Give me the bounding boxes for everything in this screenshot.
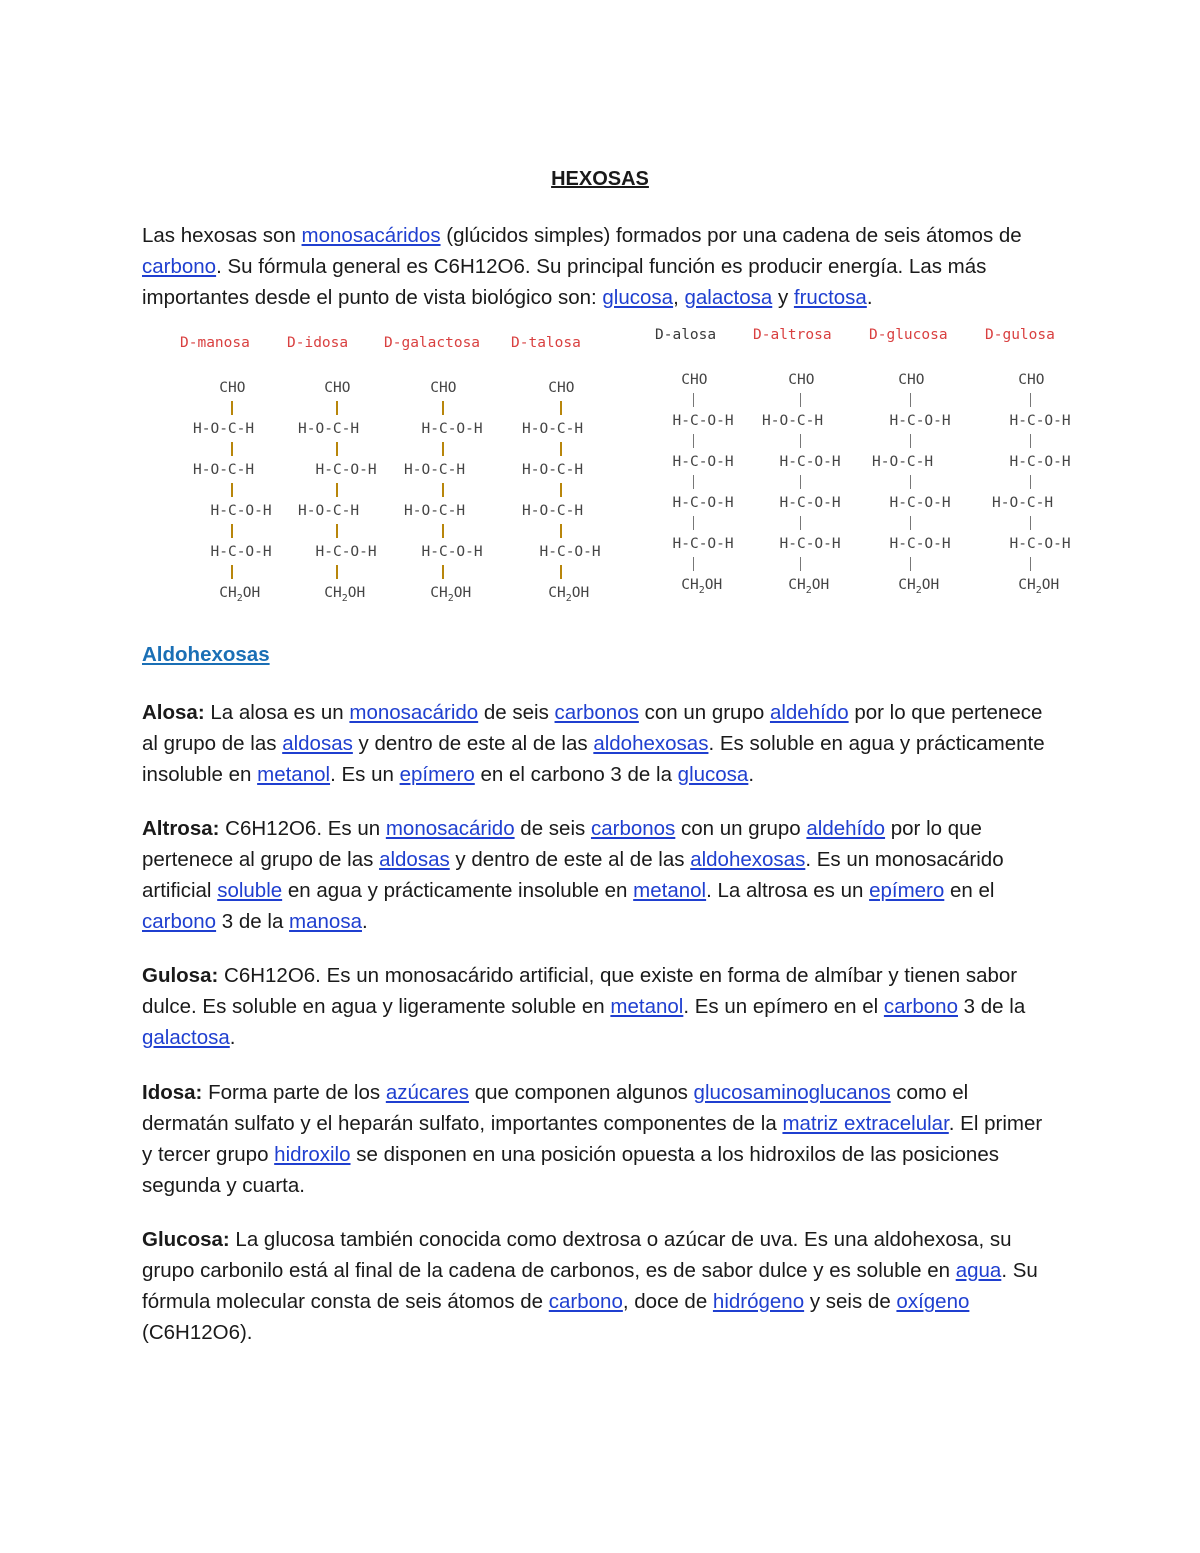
carbon-row: H-O-C-H xyxy=(404,503,466,519)
link-carbonos[interactable]: carbonos xyxy=(554,701,639,724)
link-epimero[interactable]: epímero xyxy=(869,879,945,902)
bond-line xyxy=(910,516,911,530)
link-metanol[interactable]: metanol xyxy=(633,879,707,902)
hydroxymethyl-group: $CH_2OH$ xyxy=(681,577,723,596)
subscript: 2 xyxy=(698,584,705,596)
text: . Es un xyxy=(330,763,400,786)
carbon-row: H-C-O-H xyxy=(539,544,601,560)
text: . Es un epímero en el xyxy=(683,995,884,1018)
bond-line xyxy=(560,524,562,538)
carbon-row: H-C-O-H xyxy=(889,536,951,552)
text: 3 de la xyxy=(216,910,290,933)
gulosa-paragraph xyxy=(142,960,1057,1053)
hydroxymethyl-group: $CH_2OH$ xyxy=(898,577,940,596)
sugar-name-d-manosa: D-manosa xyxy=(180,335,250,351)
text: en el carbono 3 de la xyxy=(474,763,678,786)
link-matriz-extracelular[interactable]: matriz extracelular xyxy=(782,1112,949,1135)
bond-line xyxy=(1030,393,1031,407)
fischer-figure-left xyxy=(170,335,610,615)
link-glucosaminoglucanos[interactable]: glucosaminoglucanos xyxy=(693,1081,891,1104)
term-label: Idosa: xyxy=(142,1081,203,1104)
text: . Su fórmula general es C6H12O6. Su principal función es producir energía. Las más importantes desde el punto de vista biológico son: xyxy=(142,255,987,309)
sugar-name-d-alosa: D-alosa xyxy=(655,327,717,343)
carbon-row: H-C-O-H xyxy=(421,544,483,560)
bond-line xyxy=(442,565,444,579)
subscript: 2 xyxy=(1035,584,1042,596)
text: C6H12O6. Es un xyxy=(219,817,386,840)
bond-line xyxy=(231,401,233,415)
text: La alosa es un xyxy=(204,701,350,724)
link-monosacarido[interactable]: monosacárido xyxy=(349,701,479,724)
link-carbono[interactable]: carbono xyxy=(142,255,217,278)
carbon-row: H-C-O-H xyxy=(1009,413,1071,429)
link-metanol[interactable]: metanol xyxy=(610,995,684,1018)
link-agua[interactable]: agua xyxy=(955,1259,1002,1282)
bond-line xyxy=(442,483,444,497)
link-manosa[interactable]: manosa xyxy=(289,910,362,933)
link-azucares[interactable]: azúcares xyxy=(385,1081,470,1104)
text: y dentro de este al de las xyxy=(352,732,594,755)
text: . La altrosa es un xyxy=(706,879,870,902)
bond-line xyxy=(800,434,801,448)
link-aldehido[interactable]: aldehído xyxy=(806,817,886,840)
text: en agua y prácticamente insoluble en xyxy=(282,879,634,902)
text: Forma parte de los xyxy=(202,1081,386,1104)
carbon-row: H-C-O-H xyxy=(210,544,272,560)
text: , xyxy=(673,286,685,309)
link-fructosa[interactable]: fructosa xyxy=(793,286,867,309)
bond-line xyxy=(1030,475,1031,489)
carbon-row: H-C-O-H xyxy=(889,413,951,429)
sugar-name-d-gulosa: D-gulosa xyxy=(985,327,1055,343)
link-oxigeno[interactable]: oxígeno xyxy=(896,1290,970,1313)
text: se disponen en una posición opuesta a los hidroxilos de las posiciones segunda y cuarta. xyxy=(142,1143,999,1197)
bond-line xyxy=(560,565,562,579)
carbon-row: H-C-O-H xyxy=(672,454,734,470)
bond-line xyxy=(336,442,338,456)
text: . El primer y tercer grupo xyxy=(142,1112,1043,1166)
bond-line xyxy=(560,401,562,415)
carbon-row: H-C-O-H xyxy=(779,495,841,511)
idosa-paragraph xyxy=(142,1077,1057,1201)
aldehyde-group: CHO xyxy=(1018,372,1045,388)
bond-line xyxy=(910,393,911,407)
bond-line xyxy=(336,401,338,415)
term-label: Alosa: xyxy=(142,701,205,724)
text: . xyxy=(866,286,873,309)
carbon-row: H-C-O-H xyxy=(889,495,951,511)
link-aldohexosas[interactable]: aldohexosas xyxy=(690,848,806,871)
subscript: 2 xyxy=(915,584,922,596)
text: La glucosa también conocida como dextrosa o azúcar de uva. Es una aldohexosa, su grupo carbonilo está al final de la cadena de carbonos, es de sabor dulce y es soluble en xyxy=(142,1228,1012,1282)
text: y seis de xyxy=(804,1290,897,1313)
link-galactosa[interactable]: galactosa xyxy=(142,1026,230,1049)
sugar-name-d-glucosa: D-glucosa xyxy=(869,327,948,343)
altrosa-paragraph xyxy=(142,813,1057,937)
link-aldosas[interactable]: aldosas xyxy=(379,848,450,871)
bond-line xyxy=(336,565,338,579)
aldehyde-group: CHO xyxy=(430,380,457,396)
text: . xyxy=(229,1026,236,1049)
bond-line xyxy=(693,434,694,448)
carbon-row: H-C-O-H xyxy=(672,495,734,511)
text: por lo que pertenece al grupo de las xyxy=(142,817,982,871)
carbon-row: H-O-C-H xyxy=(992,495,1054,511)
carbon-row: H-C-O-H xyxy=(1009,536,1071,552)
text: 3 de la xyxy=(957,995,1026,1018)
link-monosacaridos[interactable]: monosacáridos xyxy=(301,224,441,247)
carbon-row: H-O-C-H xyxy=(522,462,584,478)
aldehyde-group: CHO xyxy=(324,380,351,396)
sugar-name-d-altrosa: D-altrosa xyxy=(753,327,832,343)
bond-line xyxy=(231,524,233,538)
link-aldosas[interactable]: aldosas xyxy=(282,732,353,755)
bond-line xyxy=(800,516,801,530)
text: , doce de xyxy=(622,1290,713,1313)
aldehyde-group: CHO xyxy=(788,372,815,388)
carbon-row: H-O-C-H xyxy=(298,503,360,519)
fischer-figure-right xyxy=(645,327,1085,607)
link-hidrogeno[interactable]: hidrógeno xyxy=(712,1290,805,1313)
bond-line xyxy=(1030,557,1031,571)
text: Las hexosas son xyxy=(142,224,302,247)
carbon-row: H-O-C-H xyxy=(762,413,824,429)
carbon-row: H-O-C-H xyxy=(872,454,934,470)
bond-line xyxy=(231,442,233,456)
term-label: Gulosa: xyxy=(142,964,219,987)
bond-line xyxy=(693,475,694,489)
bond-line xyxy=(910,475,911,489)
link-carbono[interactable]: carbono xyxy=(548,1290,623,1313)
sugar-name-d-talosa: D-talosa xyxy=(511,335,581,351)
text: en el xyxy=(944,879,995,902)
link-soluble[interactable]: soluble xyxy=(217,879,283,902)
bond-line xyxy=(231,483,233,497)
link-carbono[interactable]: carbono xyxy=(142,910,217,933)
carbon-row: H-C-O-H xyxy=(672,536,734,552)
link-aldehido[interactable]: aldehído xyxy=(769,701,849,724)
text: como el dermatán sulfato y el heparán sulfato, importantes componentes de la xyxy=(142,1081,969,1135)
text: de seis xyxy=(514,817,591,840)
carbon-row: H-C-O-H xyxy=(1009,454,1071,470)
carbon-row: H-O-C-H xyxy=(193,462,255,478)
glucosa-paragraph xyxy=(142,1224,1057,1348)
subscript: 2 xyxy=(447,592,454,604)
link-monosacarido[interactable]: monosacárido xyxy=(385,817,515,840)
hydroxymethyl-group: $CH_2OH$ xyxy=(219,585,261,604)
text: y xyxy=(772,286,794,309)
bond-line xyxy=(800,393,801,407)
hydroxymethyl-group: $CH_2OH$ xyxy=(548,585,590,604)
aldehyde-group: CHO xyxy=(898,372,925,388)
text: y dentro de este al de las xyxy=(449,848,691,871)
aldehyde-group: CHO xyxy=(548,380,575,396)
bond-line xyxy=(693,557,694,571)
link-carbonos[interactable]: carbonos xyxy=(590,817,676,840)
text: por lo que pertenece al grupo de las xyxy=(142,701,1043,755)
text: . xyxy=(748,763,755,786)
carbon-row: H-C-O-H xyxy=(421,421,483,437)
text: . Es soluble en agua y prácticamente insoluble en xyxy=(142,732,1045,786)
term-label: Glucosa: xyxy=(142,1228,230,1251)
carbon-row: H-C-O-H xyxy=(315,544,377,560)
carbon-row: H-O-C-H xyxy=(522,421,584,437)
link-carbono[interactable]: carbono xyxy=(883,995,958,1018)
carbon-row: H-C-O-H xyxy=(210,503,272,519)
subscript: 2 xyxy=(236,592,243,604)
link-hidroxilo[interactable]: hidroxilo xyxy=(274,1143,351,1166)
bond-line xyxy=(336,483,338,497)
link-epimero[interactable]: epímero xyxy=(399,763,475,786)
text: que componen algunos xyxy=(469,1081,694,1104)
bond-line xyxy=(442,524,444,538)
bond-line xyxy=(910,557,911,571)
carbon-row: H-O-C-H xyxy=(522,503,584,519)
bond-line xyxy=(910,434,911,448)
carbon-row: H-C-O-H xyxy=(315,462,377,478)
hydroxymethyl-group: $CH_2OH$ xyxy=(788,577,830,596)
link-glucosa[interactable]: glucosa xyxy=(602,286,674,309)
alosa-paragraph xyxy=(142,697,1057,790)
carbon-row: H-C-O-H xyxy=(779,454,841,470)
page-title: HEXOSAS xyxy=(551,168,649,190)
hydroxymethyl-group: $CH_2OH$ xyxy=(1018,577,1060,596)
text: . Es un monosacárido artificial xyxy=(142,848,1004,902)
section-heading-aldohexosas[interactable]: Aldohexosas xyxy=(142,643,270,666)
text: C6H12O6. Es un monosacárido artificial, que existe en forma de almíbar y tienen sabor dulce. Es soluble en agua y ligeramente soluble en xyxy=(142,964,1018,1018)
hydroxymethyl-group: $CH_2OH$ xyxy=(430,585,472,604)
link-metanol[interactable]: metanol xyxy=(257,763,331,786)
text: . xyxy=(361,910,368,933)
bond-line xyxy=(693,516,694,530)
text: . Su fórmula molecular consta de seis átomos de xyxy=(142,1259,1038,1313)
text: de seis xyxy=(478,701,555,724)
link-glucosa[interactable]: glucosa xyxy=(677,763,749,786)
sugar-name-d-galactosa: D-galactosa xyxy=(384,335,481,351)
subscript: 2 xyxy=(805,584,812,596)
bond-line xyxy=(336,524,338,538)
subscript: 2 xyxy=(341,592,348,604)
carbon-row: H-O-C-H xyxy=(404,462,466,478)
aldehyde-group: CHO xyxy=(219,380,246,396)
term-label: Altrosa: xyxy=(142,817,220,840)
bond-line xyxy=(231,565,233,579)
bond-line xyxy=(442,401,444,415)
link-galactosa[interactable]: galactosa xyxy=(684,286,773,309)
text: con un grupo xyxy=(675,817,807,840)
carbon-row: H-C-O-H xyxy=(779,536,841,552)
bond-line xyxy=(560,442,562,456)
bond-line xyxy=(1030,516,1031,530)
carbon-row: H-O-C-H xyxy=(193,421,255,437)
hydroxymethyl-group: $CH_2OH$ xyxy=(324,585,366,604)
bond-line xyxy=(800,475,801,489)
bond-line xyxy=(693,393,694,407)
text: (C6H12O6). xyxy=(142,1321,253,1344)
text: con un grupo xyxy=(638,701,770,724)
bond-line xyxy=(800,557,801,571)
text: (glúcidos simples) formados por una cadena de seis átomos de xyxy=(440,224,1022,247)
intro-paragraph xyxy=(142,220,1057,313)
aldehyde-group: CHO xyxy=(681,372,708,388)
bond-line xyxy=(1030,434,1031,448)
subscript: 2 xyxy=(565,592,572,604)
bond-line xyxy=(560,483,562,497)
carbon-row: H-C-O-H xyxy=(672,413,734,429)
bond-line xyxy=(442,442,444,456)
carbon-row: H-O-C-H xyxy=(298,421,360,437)
link-aldohexosas[interactable]: aldohexosas xyxy=(593,732,709,755)
sugar-name-d-idosa: D-idosa xyxy=(287,335,349,351)
